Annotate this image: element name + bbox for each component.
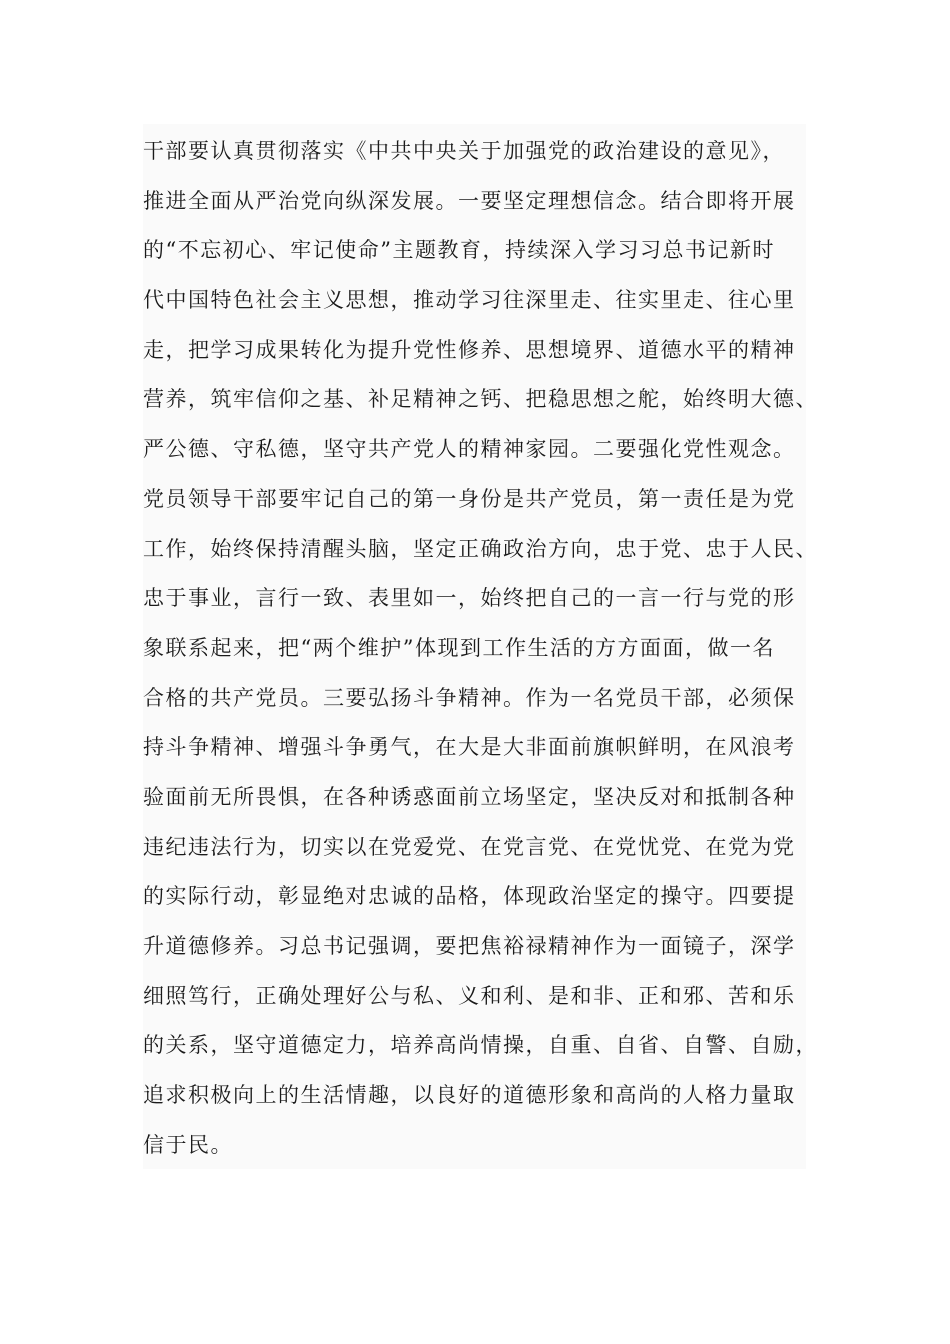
text-line: 验面前无所畏惧，在各种诱惑面前立场坚定，坚决反对和抵制各种 xyxy=(143,784,796,809)
text-line: 的实际行动，彰显绝对忠诚的品格，体现政治坚定的操守。四要提 xyxy=(143,884,796,909)
text-line: 工作，始终保持清醒头脑，坚定正确政治方向，忠于党、忠于人民、 xyxy=(143,536,818,561)
text-line: 忠于事业，言行一致、表里如一，始终把自己的一言一行与党的形 xyxy=(143,586,796,611)
text-line: 的关系，坚守道德定力，培养高尚情操，自重、自省、自警、自励， xyxy=(143,1033,818,1058)
text-line: 信于民。 xyxy=(143,1132,233,1157)
text-line: 严公德、守私德，坚守共产党人的精神家园。二要强化党性观念。 xyxy=(143,437,796,462)
text-line: 细照笃行，正确处理好公与私、义和利、是和非、正和邪、苦和乐 xyxy=(143,983,796,1008)
text-line: 的“不忘初心、牢记使命”主题教育，持续深入学习习总书记新时 xyxy=(143,238,775,263)
text-line: 象联系起来，把“两个维护”体现到工作生活的方方面面，做一名 xyxy=(143,635,775,660)
text-line: 升道德修养。习总书记强调，要把焦裕禄精神作为一面镜子，深学 xyxy=(143,934,796,958)
text-line: 代中国特色社会主义思想，推动学习往深里走、往实里走、往心里 xyxy=(143,288,796,313)
text-line: 推进全面从严治党向纵深发展。一要坚定理想信念。结合即将开展 xyxy=(143,188,796,213)
text-line: 违纪违法行为，切实以在党爱党、在党言党、在党忧党、在党为党 xyxy=(143,834,796,859)
body-paragraph xyxy=(143,124,818,1169)
text-line: 营养，筑牢信仰之基、补足精神之钙、把稳思想之舵，始终明大德、 xyxy=(143,387,818,412)
text-line: 追求积极向上的生活情趣，以良好的道德形象和高尚的人格力量取 xyxy=(143,1083,796,1108)
text-line: 走，把学习成果转化为提升党性修养、思想境界、道德水平的精神 xyxy=(143,337,796,362)
text-line: 党员领导干部要牢记自己的第一身份是共产党员，第一责任是为党 xyxy=(143,486,796,511)
text-line: 持斗争精神、增强斗争勇气，在大是大非面前旗帜鲜明，在风浪考 xyxy=(143,735,796,760)
text-line: 干部要认真贯彻落实《中共中央关于加强党的政治建设的意见》， xyxy=(143,139,785,163)
text-line: 合格的共产党员。三要弘扬斗争精神。作为一名党员干部，必须保 xyxy=(143,685,796,710)
